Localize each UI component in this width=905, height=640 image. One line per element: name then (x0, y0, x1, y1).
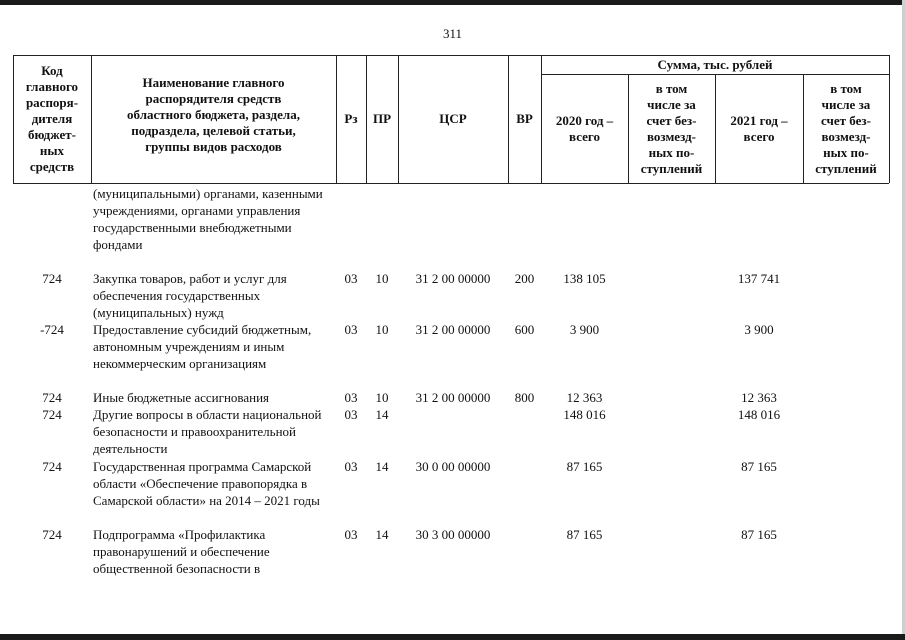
header-vr: ВР (516, 111, 533, 126)
header-rz: Рз (344, 111, 358, 126)
scan-bottom-edge (0, 634, 905, 640)
cell-pr: 14 (375, 459, 389, 474)
cell-pr: 10 (375, 390, 389, 405)
cell-name: Подпрограмма «Профилактика правонарушений и обеспечение общественной безопасности в (93, 527, 270, 576)
cell-2021-total: 148 016 (737, 407, 781, 422)
cell-2021-total: 3 900 (744, 322, 774, 337)
header-2020-bezvozmezd: в том числе за счет без- возмезд- ных по- ступлений (640, 80, 703, 176)
cell-pr: 14 (375, 407, 389, 422)
cell-name: Государственная программа Самарской области «Обеспечение правопорядка в Самарской области» на 2014 – 2021 годы (93, 459, 320, 508)
cell-kod: 724 (42, 407, 62, 422)
cell-pr: 10 (375, 271, 389, 286)
cell-2020-total: 3 900 (569, 322, 600, 337)
cell-kod: 724 (42, 390, 62, 405)
cell-csr: 31 2 00 00000 (415, 390, 491, 405)
cell-2020-total: 87 165 (566, 459, 603, 474)
cell-name: Предоставление субсидий бюджетным, автономным учреждениям и иным некоммерческим организациям (93, 322, 312, 371)
cell-kod: 724 (42, 527, 62, 542)
cell-csr: 30 3 00 00000 (415, 527, 491, 542)
header-csr: ЦСР (439, 111, 467, 126)
cell-2020-total: 12 363 (566, 390, 603, 405)
header-bottom-border (13, 183, 889, 184)
cell-rz: 03 (344, 459, 358, 474)
cell-name: Другие вопросы в области национальной безопасности и правоохранительной деятельности (93, 407, 322, 456)
header-pr: ПР (372, 111, 392, 126)
page-number: 311 (442, 26, 463, 41)
col-line (889, 55, 890, 183)
cell-name: Иные бюджетные ассигнования (93, 390, 270, 405)
header-2020-total: 2020 год – всего (555, 112, 614, 144)
cell-kod: -724 (40, 322, 64, 337)
cell-pr: 10 (375, 322, 389, 337)
cell-2021-total: 87 165 (741, 527, 777, 542)
cell-vr: 600 (514, 322, 535, 337)
cell-vr: 800 (514, 390, 535, 405)
header-name: Наименование главного распорядителя средств областного бюджета, раздела, подраздела, целевой статьи, группы видов расходов (127, 75, 300, 154)
cell-kod: 724 (42, 459, 62, 474)
cell-rz: 03 (344, 390, 358, 405)
cell-rz: 03 (344, 271, 358, 286)
cell-vr: 200 (514, 271, 535, 286)
cell-rz: 03 (344, 527, 358, 542)
scan-top-edge (0, 0, 905, 5)
cell-csr: 30 0 00 00000 (415, 459, 491, 474)
cell-csr: 31 2 00 00000 (415, 271, 491, 286)
cell-2020-total: 87 165 (566, 527, 603, 542)
cell-2020-total: 148 016 (563, 407, 606, 422)
cell-name: (муниципальными) органами, казенными учреждениями, органами управления государственными внебюджетными фондами (93, 186, 323, 252)
cell-2020-total: 138 105 (563, 271, 606, 286)
cell-pr: 14 (375, 527, 389, 542)
cell-rz: 03 (344, 322, 358, 337)
table-header (13, 55, 889, 183)
cell-kod: 724 (42, 271, 62, 286)
header-summa: Сумма, тыс. рублей (657, 56, 773, 72)
header-2021-bezvozmezd: в том числе за счет без- возмезд- ных по- ступлений (815, 80, 877, 176)
cell-2021-total: 12 363 (741, 390, 777, 405)
cell-2021-total: 87 165 (741, 459, 777, 474)
header-2021-total: 2021 год – всего (730, 112, 788, 144)
cell-name: Закупка товаров, работ и услуг для обеспечения государственных (муниципальных) нужд (93, 271, 287, 320)
cell-rz: 03 (344, 407, 358, 422)
cell-csr: 31 2 00 00000 (415, 322, 491, 337)
header-kod: Код главного распоря- дителя бюджет- ных средств (25, 63, 79, 174)
cell-2021-total: 137 741 (737, 271, 781, 286)
